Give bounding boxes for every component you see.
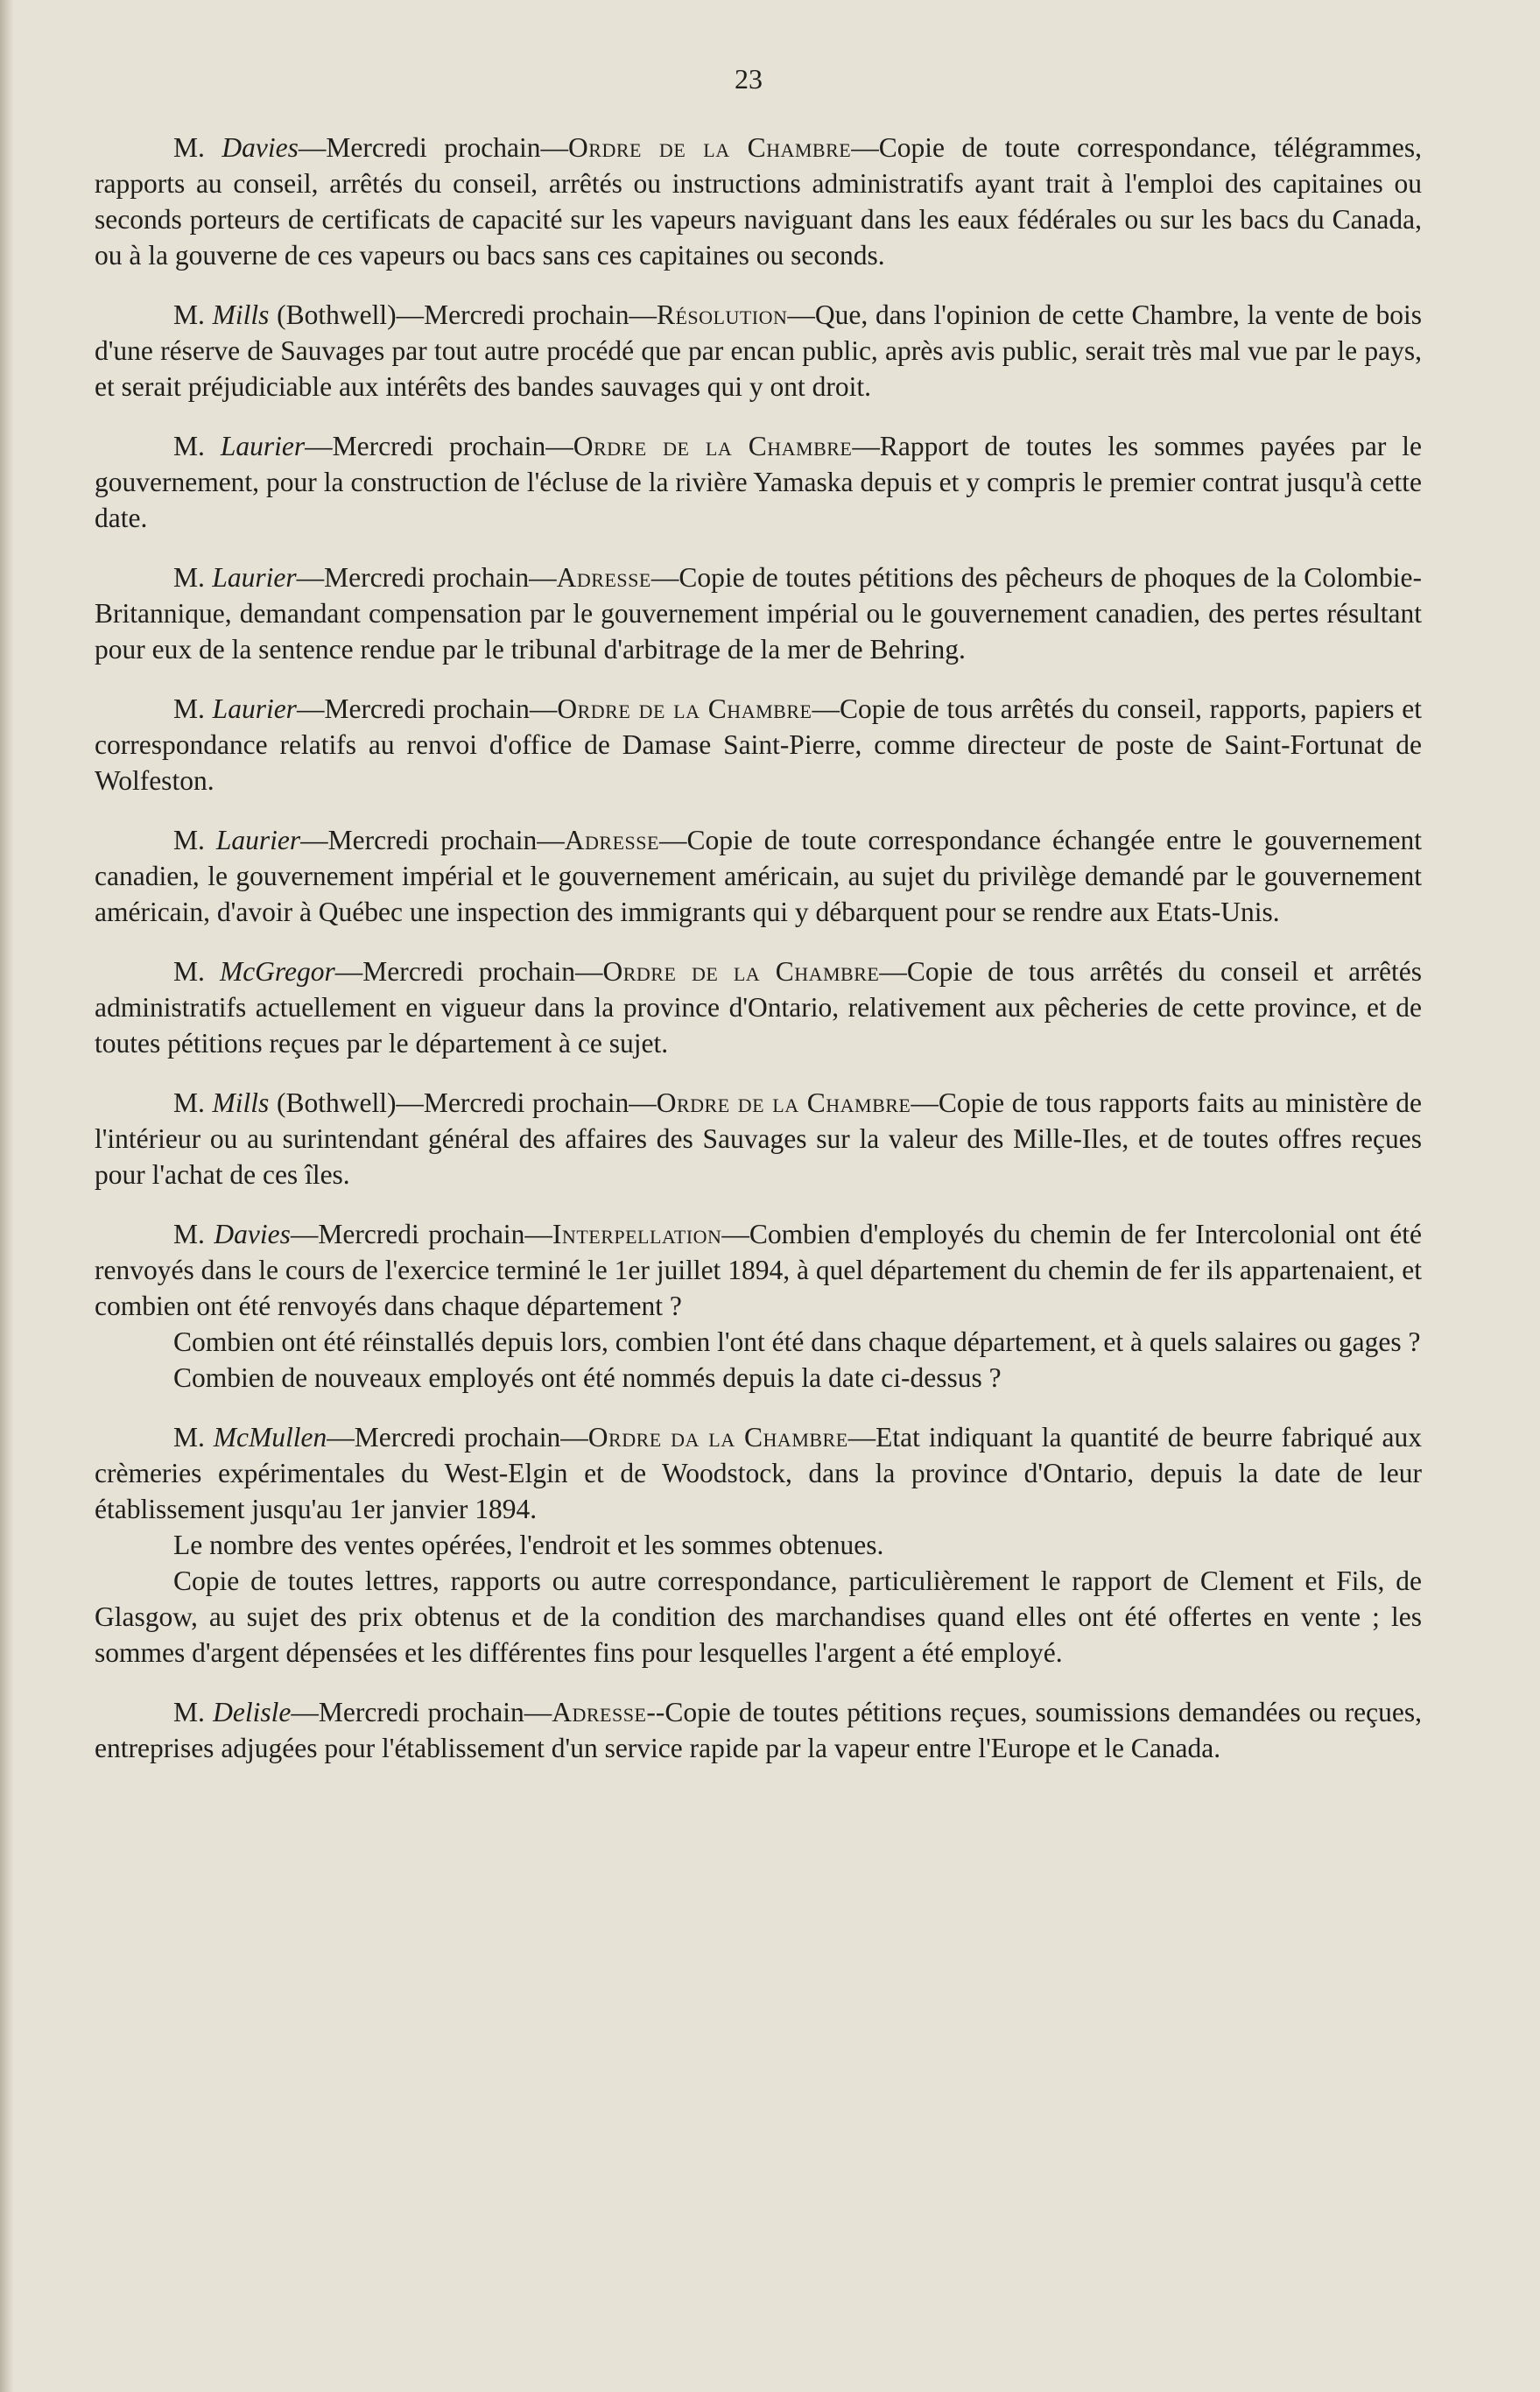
member-name: McMullen	[213, 1422, 327, 1453]
notice-heading-paragraph	[95, 559, 1422, 667]
notice-text: —Copie de toute correspondance échangée entre le gouvernement canadien, le gouvernement impérial et le gouvernement américain, au sujet du privilège demandé par le gouvernement américain, d'avoir à Québec une inspection des immigrants qui y débarquent pour se rendre aux Etats-Unis.	[95, 825, 1423, 927]
member-name: Delisle	[213, 1697, 292, 1727]
member-title: M.	[173, 825, 205, 855]
notice-date: —Mercredi prochain—	[296, 693, 558, 724]
notice-entry	[95, 1694, 1422, 1766]
notice-entry	[95, 953, 1422, 1061]
member-name: Mills	[212, 1087, 270, 1118]
member-name: Laurier	[215, 825, 301, 855]
member-name: Mills	[212, 299, 270, 330]
notice-date: —Mercredi prochain—	[327, 1422, 588, 1453]
notice-type: Adresse	[552, 1697, 647, 1727]
notice-text: Combien de nouveaux employés ont été nommés depuis la date ci-dessus ?	[173, 1362, 1002, 1393]
member-name: Laurier	[212, 562, 297, 593]
notice-text: —Etat indiquant la quantité de beurre fabriqué aux crèmeries expérimentales du West-Elgin et de Woodstock, dans la province d'Ontario, depuis la date de leur établissement jusqu'au 1er janvier 1894.	[95, 1422, 1422, 1524]
notice-paragraph	[95, 1324, 1422, 1360]
member-title: M.	[173, 431, 205, 461]
notice-entry	[95, 297, 1422, 405]
notice-text: Copie de toutes lettres, rapports ou autre correspondance, particulièrement le rapport de Clement et Fils, de Glasgow, au sujet des prix obtenus et de la condition des marchandises quand elles ont été offertes en vente ; les sommes d'argent dépensées et les différentes fins pour lesquelles l'argent a été employé.	[95, 1565, 1422, 1668]
notice-heading-paragraph	[95, 822, 1422, 930]
notice-paragraph	[95, 1563, 1422, 1671]
notice-type: Ordre da la Chambre	[587, 1422, 848, 1453]
notice-heading-paragraph	[95, 953, 1422, 1061]
member-title: M.	[173, 1219, 205, 1249]
notice-heading-paragraph	[95, 297, 1422, 405]
notice-entry	[95, 691, 1422, 799]
notice-type: Interpellation	[552, 1219, 722, 1249]
notice-text: —Copie de tous rapports faits au ministère de l'intérieur ou au surintendant général des affaires des Sauvages sur la valeur des Mille-Iles, et de toutes offres reçues pour l'achat de ces îles.	[95, 1087, 1422, 1190]
notice-type: Ordre de la Chambre	[568, 132, 852, 163]
notice-text: Combien ont été réinstallés depuis lors, combien l'ont été dans chaque département, et à quels salaires ou gages ?	[173, 1326, 1421, 1357]
notice-text: --Copie de toutes pétitions reçues, soumissions demandées ou reçues, entreprises adjugées pour l'établissement d'un service rapide par la vapeur entre l'Europe et le Canada.	[95, 1697, 1423, 1763]
notice-heading-paragraph	[95, 1216, 1422, 1324]
member-title: M.	[173, 1422, 205, 1453]
notice-type: Ordre de la Chambre	[656, 1087, 911, 1118]
notice-text: —Combien d'employés du chemin de fer Intercolonial ont été renvoyés dans le cours de l'exercice terminé le 1er juillet 1894, à quel département du chemin de fer ils appartenaient, et combien ont été renvoyés dans chaque département ?	[95, 1219, 1423, 1321]
member-title: M.	[173, 1087, 205, 1118]
notice-entry	[95, 1419, 1422, 1671]
notice-entry	[95, 428, 1422, 536]
notice-type: Résolution	[656, 299, 788, 330]
notice-type: Adresse	[556, 562, 651, 593]
notice-heading-paragraph	[95, 691, 1422, 799]
notice-entry	[95, 1085, 1422, 1192]
notice-date: —Mercredi prochain—	[296, 562, 557, 593]
notice-text: —Copie de tous arrêtés du conseil, rapports, papiers et correspondance relatifs au renvoi d'office de Damase Saint-Pierre, comme directeur de poste de Saint-Fortunat de Wolfeston.	[95, 693, 1422, 796]
notice-type: Adresse	[564, 825, 659, 855]
notice-date: —Mercredi prochain—	[290, 1219, 552, 1249]
notice-entry	[95, 822, 1422, 930]
notice-heading-paragraph	[95, 1419, 1422, 1527]
notice-heading-paragraph	[95, 1694, 1422, 1766]
notice-heading-paragraph	[95, 1085, 1422, 1192]
page-number: 23	[735, 63, 763, 95]
notice-paragraph	[95, 1527, 1422, 1563]
member-name: Laurier	[212, 693, 297, 724]
notice-text: —Copie de toute correspondance, télégrammes, rapports au conseil, arrêtés du conseil, arrêtés ou instructions administratifs ayant trait à l'emploi des capitaines ou seconds porteurs de certificats de capacité sur les vapeurs naviguant dans les eaux fédérales ou sur les bacs du Canada, ou à la gouverne de ces vapeurs ou bacs sans ces capitaines ou seconds.	[95, 132, 1422, 271]
notice-text: —Copie de tous arrêtés du conseil et arrêtés administratifs actuellement en vigueur dans la province d'Ontario, relativement aux pêcheries de cette province, et de toutes pétitions reçues par le département à ce sujet.	[95, 956, 1423, 1059]
notice-type: Ordre de la Chambre	[573, 431, 853, 461]
notice-text: —Copie de toutes pétitions des pêcheurs de phoques de la Colombie-Britannique, demandant compensation par le gouvernement impérial ou le gouvernement canadien, des pertes résultant pour eux de la sentence rendue par le tribunal d'arbitrage de la mer de Behring.	[95, 562, 1423, 665]
notice-date: (Bothwell)—Mercredi prochain—	[269, 299, 657, 330]
notice-type: Ordre de la Chambre	[602, 956, 880, 987]
notice-entry	[95, 559, 1422, 667]
notice-date: (Bothwell)—Mercredi prochain—	[269, 1087, 657, 1118]
member-title: M.	[173, 956, 205, 987]
member-title: M.	[173, 1697, 205, 1727]
notice-text: Le nombre des ventes opérées, l'endroit et les sommes obtenues.	[173, 1530, 884, 1560]
notice-date: —Mercredi prochain—	[300, 825, 565, 855]
notice-date: —Mercredi prochain—	[291, 1697, 552, 1727]
notice-paragraph	[95, 1360, 1422, 1396]
notice-entry	[95, 1216, 1422, 1396]
member-title: M.	[173, 132, 205, 163]
member-title: M.	[173, 562, 205, 593]
member-name: Davies	[222, 132, 299, 163]
member-title: M.	[173, 693, 205, 724]
notice-list	[95, 130, 1422, 1790]
notice-text: —Que, dans l'opinion de cette Chambre, la vente de bois d'une réserve de Sauvages par tout autre procédé que par encan public, après avis public, serait très mal vue par le pays, et serait préjudiciable aux intérêts des bandes sauvages qui y ont droit.	[95, 299, 1422, 402]
book-spine-shadow	[0, 0, 14, 2392]
notice-entry	[95, 130, 1422, 273]
notice-heading-paragraph	[95, 428, 1422, 536]
notice-type: Ordre de la Chambre	[557, 693, 812, 724]
notice-heading-paragraph	[95, 130, 1422, 273]
member-title: M.	[173, 299, 205, 330]
member-name: McGregor	[219, 956, 335, 987]
notice-date: —Mercredi prochain—	[305, 431, 573, 461]
notice-text: —Rapport de toutes les sommes payées par le gouvernement, pour la construction de l'écluse de la rivière Yamaska depuis et y compris le premier contrat jusqu'à cette date.	[95, 431, 1423, 533]
notice-date: —Mercredi prochain—	[334, 956, 603, 987]
member-name: Davies	[214, 1219, 291, 1249]
notice-date: —Mercredi prochain—	[298, 132, 569, 163]
member-name: Laurier	[220, 431, 306, 461]
